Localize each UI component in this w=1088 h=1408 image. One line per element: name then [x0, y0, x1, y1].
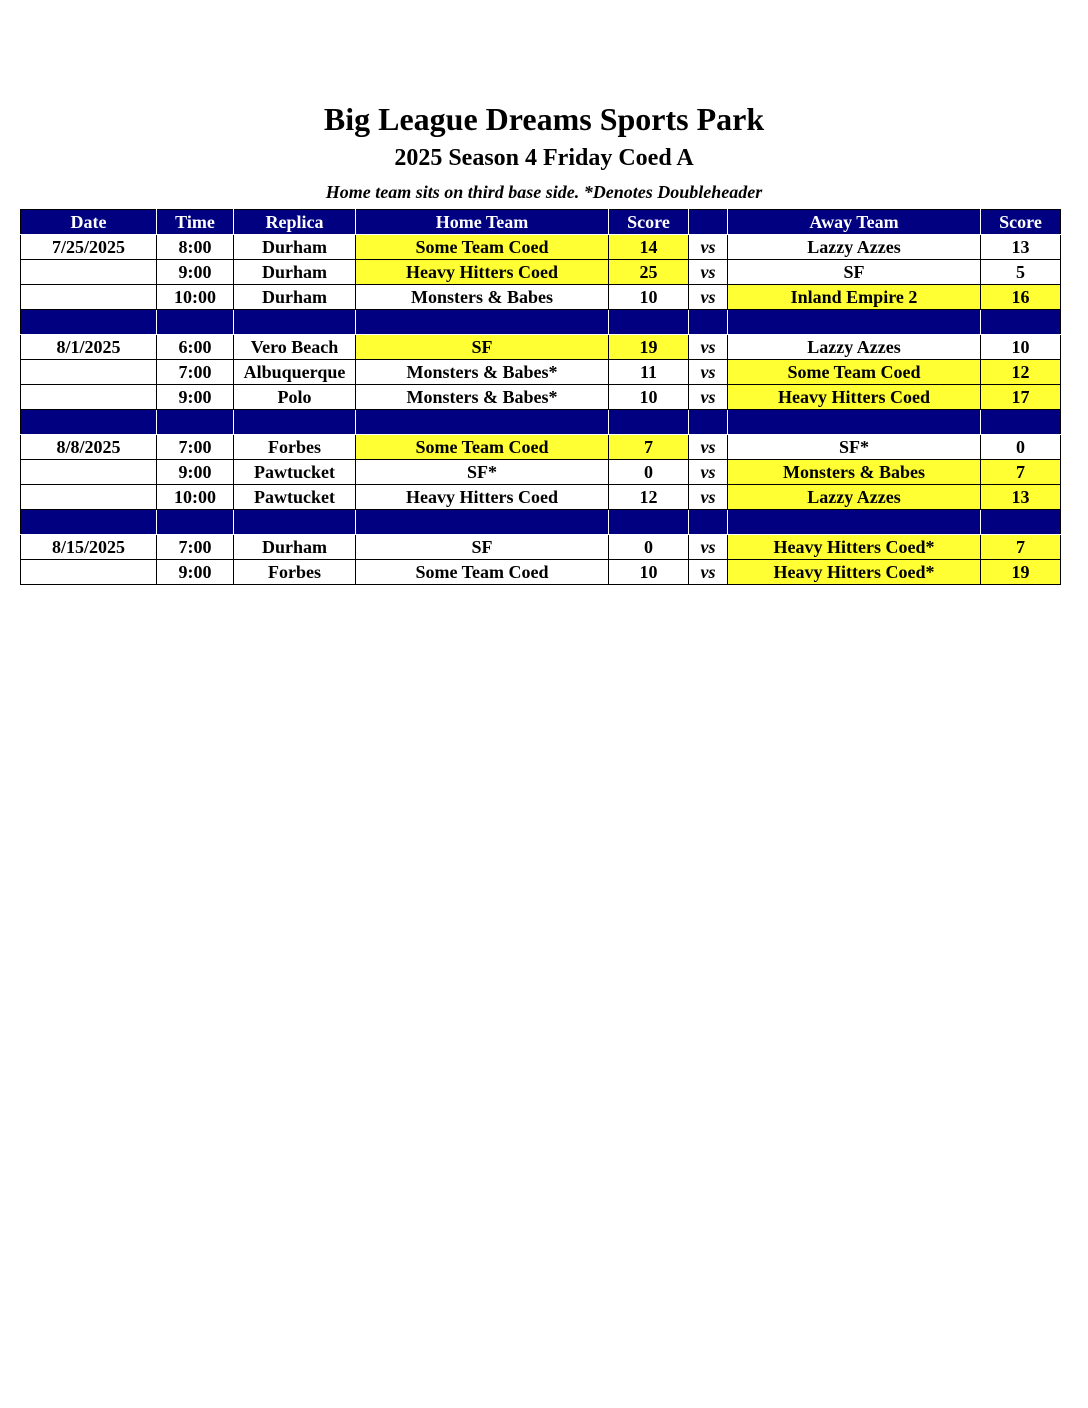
vs-label: vs — [689, 460, 728, 485]
schedule-note: Home team sits on third base side. *Denotes Doubleheader — [325, 182, 763, 202]
game-time: 6:00 — [157, 335, 234, 360]
home-team: Monsters & Babes — [356, 285, 609, 310]
game-date — [21, 485, 157, 510]
separator-cell — [609, 310, 689, 335]
home-score: 10 — [609, 285, 689, 310]
away-team: SF* — [728, 435, 981, 460]
separator-cell — [609, 510, 689, 535]
table-header-row — [21, 210, 1061, 235]
game-replica: Durham — [234, 235, 356, 260]
home-score: 10 — [609, 385, 689, 410]
separator-cell — [234, 410, 356, 435]
table-row — [21, 360, 1061, 385]
column-header-home-team: Home Team — [356, 210, 609, 235]
game-replica: Pawtucket — [234, 485, 356, 510]
schedule-table — [20, 209, 1061, 585]
home-team: Monsters & Babes* — [356, 360, 609, 385]
away-score: 5 — [981, 260, 1061, 285]
home-team: SF — [356, 335, 609, 360]
vs-label: vs — [689, 535, 728, 560]
game-replica: Durham — [234, 285, 356, 310]
column-header-away-team: Away Team — [728, 210, 981, 235]
game-time: 7:00 — [157, 535, 234, 560]
home-team: Heavy Hitters Coed — [356, 260, 609, 285]
away-score: 13 — [981, 485, 1061, 510]
table-row — [21, 560, 1061, 585]
away-score: 10 — [981, 335, 1061, 360]
column-header-replica: Replica — [234, 210, 356, 235]
table-row — [21, 335, 1061, 360]
separator-cell — [157, 510, 234, 535]
away-score: 16 — [981, 285, 1061, 310]
table-row — [21, 460, 1061, 485]
column-header-date: Date — [21, 210, 157, 235]
table-row — [21, 235, 1061, 260]
vs-label: vs — [689, 285, 728, 310]
game-time: 10:00 — [157, 285, 234, 310]
table-row — [21, 385, 1061, 410]
game-date: 7/25/2025 — [21, 235, 157, 260]
home-team: Some Team Coed — [356, 235, 609, 260]
away-team: Monsters & Babes — [728, 460, 981, 485]
home-score: 7 — [609, 435, 689, 460]
game-replica: Durham — [234, 260, 356, 285]
game-date — [21, 385, 157, 410]
season-subtitle: 2025 Season 4 Friday Coed A — [394, 145, 694, 171]
separator-cell — [21, 410, 157, 435]
page-title: Big League Dreams Sports Park — [323, 101, 765, 137]
week-separator-row — [21, 410, 1061, 435]
game-time: 7:00 — [157, 435, 234, 460]
vs-label: vs — [689, 335, 728, 360]
game-time: 10:00 — [157, 485, 234, 510]
separator-cell — [356, 410, 609, 435]
separator-cell — [728, 510, 981, 535]
week-separator-row — [21, 310, 1061, 335]
game-replica: Polo — [234, 385, 356, 410]
home-team: SF — [356, 535, 609, 560]
column-header-away-score: Score — [981, 210, 1061, 235]
away-team: Heavy Hitters Coed* — [728, 535, 981, 560]
separator-cell — [234, 510, 356, 535]
away-team: Lazzy Azzes — [728, 235, 981, 260]
game-replica: Forbes — [234, 560, 356, 585]
separator-cell — [157, 310, 234, 335]
game-replica: Vero Beach — [234, 335, 356, 360]
away-score: 0 — [981, 435, 1061, 460]
game-time: 9:00 — [157, 460, 234, 485]
home-score: 0 — [609, 535, 689, 560]
home-team: SF* — [356, 460, 609, 485]
separator-cell — [981, 410, 1061, 435]
game-replica: Pawtucket — [234, 460, 356, 485]
game-date — [21, 460, 157, 485]
separator-cell — [21, 310, 157, 335]
table-row — [21, 285, 1061, 310]
away-team: Some Team Coed — [728, 360, 981, 385]
game-date — [21, 285, 157, 310]
game-date — [21, 360, 157, 385]
schedule-body — [21, 235, 1061, 585]
vs-label: vs — [689, 560, 728, 585]
separator-cell — [157, 410, 234, 435]
separator-cell — [689, 410, 728, 435]
separator-cell — [356, 510, 609, 535]
away-score: 17 — [981, 385, 1061, 410]
vs-label: vs — [689, 260, 728, 285]
away-team: SF — [728, 260, 981, 285]
home-team: Some Team Coed — [356, 560, 609, 585]
away-team: Inland Empire 2 — [728, 285, 981, 310]
vs-label: vs — [689, 485, 728, 510]
separator-cell — [728, 310, 981, 335]
column-header-time: Time — [157, 210, 234, 235]
away-score: 12 — [981, 360, 1061, 385]
home-team: Monsters & Babes* — [356, 385, 609, 410]
game-replica: Albuquerque — [234, 360, 356, 385]
separator-cell — [689, 310, 728, 335]
away-team: Lazzy Azzes — [728, 485, 981, 510]
separator-cell — [728, 410, 981, 435]
column-header-vs — [689, 210, 728, 235]
table-row — [21, 435, 1061, 460]
separator-cell — [981, 310, 1061, 335]
vs-label: vs — [689, 385, 728, 410]
away-score: 13 — [981, 235, 1061, 260]
home-team: Heavy Hitters Coed — [356, 485, 609, 510]
table-row — [21, 260, 1061, 285]
table-row — [21, 485, 1061, 510]
separator-cell — [609, 410, 689, 435]
game-date: 8/1/2025 — [21, 335, 157, 360]
vs-label: vs — [689, 235, 728, 260]
game-time: 9:00 — [157, 560, 234, 585]
game-time: 9:00 — [157, 260, 234, 285]
game-replica: Forbes — [234, 435, 356, 460]
away-team: Heavy Hitters Coed* — [728, 560, 981, 585]
home-score: 12 — [609, 485, 689, 510]
vs-label: vs — [689, 360, 728, 385]
away-score: 7 — [981, 535, 1061, 560]
game-date — [21, 260, 157, 285]
game-date — [21, 560, 157, 585]
table-row — [21, 535, 1061, 560]
separator-cell — [689, 510, 728, 535]
separator-cell — [21, 510, 157, 535]
home-score: 19 — [609, 335, 689, 360]
home-score: 11 — [609, 360, 689, 385]
game-time: 8:00 — [157, 235, 234, 260]
column-header-home-score: Score — [609, 210, 689, 235]
home-score: 10 — [609, 560, 689, 585]
home-score: 25 — [609, 260, 689, 285]
vs-label: vs — [689, 435, 728, 460]
game-time: 9:00 — [157, 385, 234, 410]
separator-cell — [356, 310, 609, 335]
week-separator-row — [21, 510, 1061, 535]
game-time: 7:00 — [157, 360, 234, 385]
away-team: Heavy Hitters Coed — [728, 385, 981, 410]
game-date: 8/8/2025 — [21, 435, 157, 460]
home-team: Some Team Coed — [356, 435, 609, 460]
home-score: 0 — [609, 460, 689, 485]
away-team: Lazzy Azzes — [728, 335, 981, 360]
game-date: 8/15/2025 — [21, 535, 157, 560]
game-replica: Durham — [234, 535, 356, 560]
separator-cell — [981, 510, 1061, 535]
home-score: 14 — [609, 235, 689, 260]
away-score: 19 — [981, 560, 1061, 585]
away-score: 7 — [981, 460, 1061, 485]
separator-cell — [234, 310, 356, 335]
